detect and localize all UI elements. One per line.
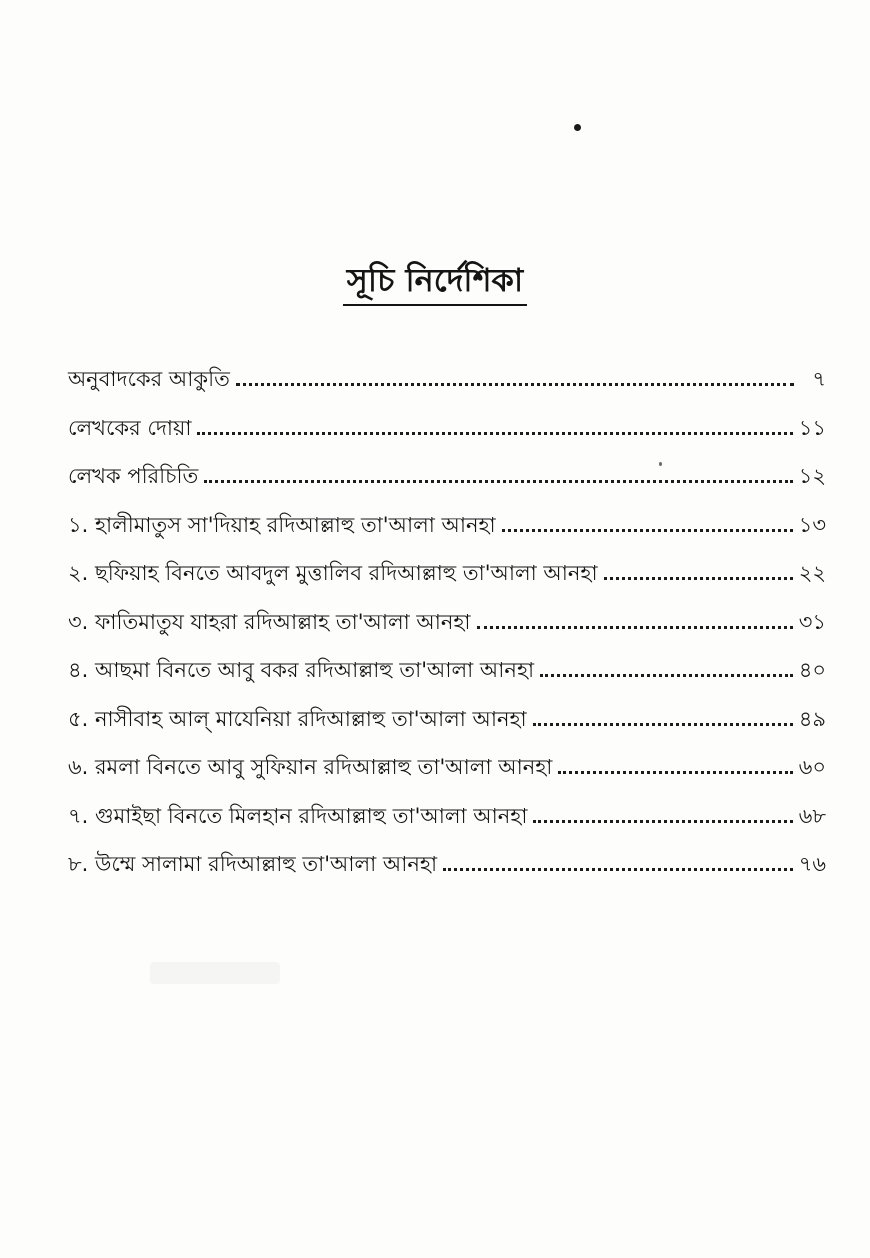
toc-entry-title: লেখকের দোয়া bbox=[68, 415, 192, 440]
toc-entry-page: ২২ bbox=[798, 561, 826, 585]
toc-dot-leader bbox=[540, 674, 793, 677]
toc-entry-title: ৪. আছমা বিনতে আবু বকর রদিআল্লাহু তা'আলা আনহা bbox=[68, 658, 535, 682]
toc-dot-leader bbox=[502, 529, 793, 532]
toc-dot-leader bbox=[477, 626, 793, 629]
toc-entry-title: ১. হালীমাতুস সা'দিয়াহ রদিআল্লাহু তা'আলা আনহা bbox=[68, 512, 496, 537]
toc-entry-page: ৭ bbox=[812, 367, 826, 391]
toc-entry-title: ৩. ফাতিমাতুয যাহরা রদিআল্লাহ তা'আলা আনহা bbox=[68, 609, 471, 634]
toc-dot-leader bbox=[604, 577, 793, 580]
toc-entry-title: ২. ছফিয়াহ বিনতে আবদুল মুত্তালিব রদিআল্লাহু তা'আলা আনহা bbox=[68, 561, 598, 585]
toc-entry-title: ৬. রমলা বিনতে আবু সুফিয়ান রদিআল্লাহু তা'আলা আনহা bbox=[68, 755, 553, 779]
toc-dot-leader bbox=[197, 432, 792, 435]
toc-entry bbox=[68, 413, 826, 462]
toc-entry-page: ৪৯ bbox=[798, 706, 826, 731]
toc-entry bbox=[68, 752, 826, 801]
toc-entry-page: ১১ bbox=[798, 415, 826, 440]
toc-entry bbox=[68, 558, 826, 607]
toc-entry-title: অনুবাদকের আকুতি bbox=[68, 367, 230, 391]
toc-dot-leader bbox=[204, 480, 792, 483]
page-title-text: সূচি নির্দেশিকা bbox=[343, 258, 527, 306]
toc-entry-page: ৬০ bbox=[798, 755, 826, 779]
toc-entry bbox=[68, 510, 826, 559]
toc-entry bbox=[68, 364, 826, 413]
toc-entry-title: ৫. নাসীবাহ আল্ মাযেনিয়া রদিআল্লাহু তা'আলা আনহা bbox=[68, 706, 527, 731]
toc-dot-leader bbox=[236, 383, 794, 386]
toc-entry-title: লেখক পরিচিতি bbox=[68, 464, 199, 488]
toc-entry-page: ১৩ bbox=[798, 512, 826, 537]
toc-entry-page: ৭৬ bbox=[798, 852, 826, 876]
toc-dot-leader bbox=[533, 723, 793, 726]
toc-dot-leader bbox=[558, 771, 792, 774]
toc-entry bbox=[68, 607, 826, 656]
toc-entry bbox=[68, 704, 826, 753]
table-of-contents bbox=[68, 364, 826, 898]
toc-entry-page: ৪০ bbox=[798, 658, 826, 682]
toc-dot-leader bbox=[443, 868, 793, 871]
bleed-through-smudge bbox=[150, 962, 280, 984]
toc-entry bbox=[68, 461, 826, 510]
toc-entry bbox=[68, 849, 826, 898]
ink-dot bbox=[574, 124, 581, 131]
page-title bbox=[0, 258, 870, 306]
toc-entry-title: ৮. উম্মে সালামা রদিআল্লাহু তা'আলা আনহা bbox=[68, 852, 438, 876]
toc-entry-page: ৬৮ bbox=[798, 803, 826, 828]
toc-dot-leader bbox=[533, 820, 792, 823]
toc-entry-page: ১২ bbox=[798, 464, 826, 488]
toc-entry bbox=[68, 801, 826, 850]
toc-entry-title: ৭. গুমাইছা বিনতে মিলহান রদিআল্লাহু তা'আলা আনহা bbox=[68, 803, 528, 828]
toc-entry-page: ৩১ bbox=[798, 609, 826, 634]
toc-entry bbox=[68, 655, 826, 704]
